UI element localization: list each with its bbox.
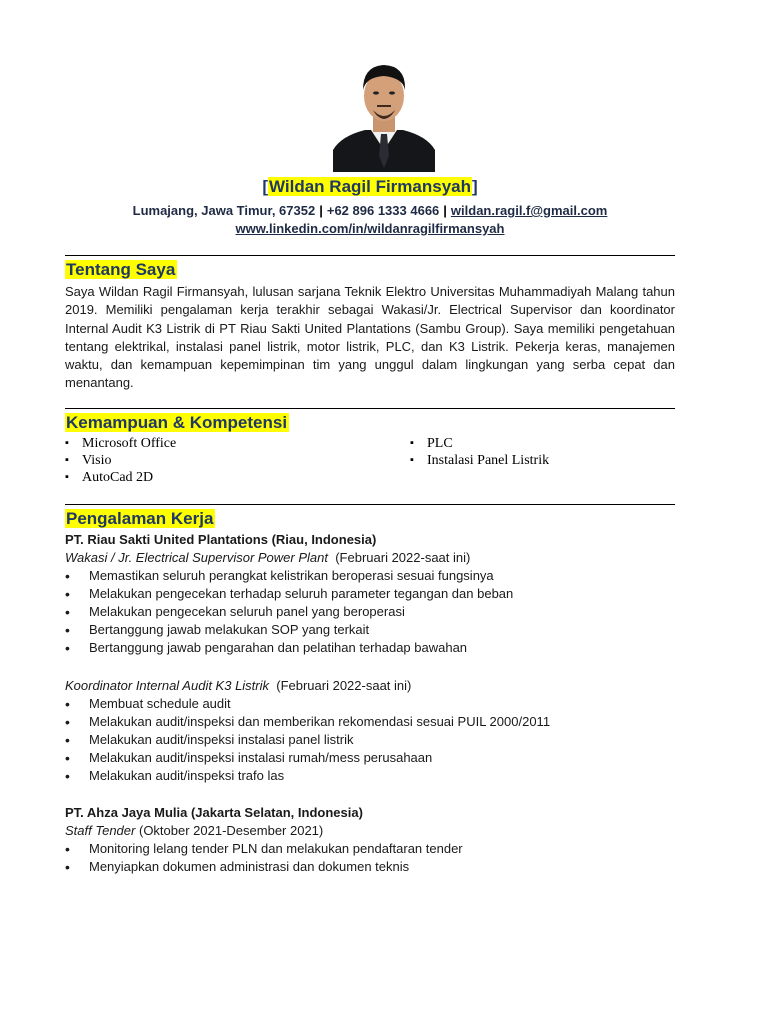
list-item: • Menyiapkan dokumen administrasi dan dokumen teknis	[65, 858, 675, 876]
list-item: • Memastikan seluruh perangkat kelistrikan beroperasi sesuai fungsinya	[65, 567, 675, 585]
section-title-experience: Pengalaman Kerja	[66, 509, 214, 528]
list-item: ▪ Visio	[65, 452, 176, 469]
contact-line-1	[65, 202, 675, 220]
section-title-about: Tentang Saya	[66, 260, 176, 279]
skills-right	[410, 435, 549, 469]
list-item: • Membuat schedule audit	[65, 695, 675, 713]
location: Lumajang, Jawa Timur, 67352	[132, 203, 316, 218]
phone: +62 896 1333 4666	[326, 203, 440, 218]
bracket-open: [	[262, 177, 268, 196]
role-title: Staff Tender (Oktober 2021-Desember 2021)	[65, 823, 324, 838]
duty-list	[65, 840, 675, 876]
list-item: • Melakukan audit/inspeksi instalasi panel listrik	[65, 731, 675, 749]
skills-left	[65, 435, 176, 486]
list-item: • Monitoring lelang tender PLN dan melakukan pendaftaran tender	[65, 840, 675, 858]
linkedin-link[interactable]: www.linkedin.com/in/wildanragilfirmansyah	[235, 221, 505, 236]
section-title-skills: Kemampuan & Kompetensi	[66, 413, 288, 432]
list-item: • Bertanggung jawab pengarahan dan pelatihan terhadap bawahan	[65, 639, 675, 657]
role-title: Koordinator Internal Audit K3 Listrik (Februari 2022-saat ini)	[65, 678, 412, 693]
contact-line-2	[65, 220, 675, 238]
about-text: Saya Wildan Ragil Firmansyah, lulusan sarjana Teknik Elektro Universitas Muhammadiyah Malang tahun 2019. Memiliki pengalaman kerja terakhir sebagai Wakasi/Jr. Electrical Supervisor dan koordinator Internal Audit K3 Listrik di PT Riau Sakti United Plantations (Sambu Group). Saya memiliki pengetahuan tentang elektrikal, instalasi panel listrik, motor listrik, PLC, dan K3 Listrik. Pekerja keras, manajemen waktu, dan kemampuan kepemimpinan tim yang unggul dalam lingkungan yang serba cepat dan menantang.	[65, 284, 675, 391]
list-item: • Melakukan audit/inspeksi dan memberikan rekomendasi sesuai PUIL 2000/2011	[65, 713, 675, 731]
contact-info	[65, 202, 675, 238]
name-text: Wildan Ragil Firmansyah	[269, 177, 471, 196]
job-riau-sakti-role-2	[65, 677, 675, 785]
duty-list	[65, 567, 675, 657]
list-item: • Melakukan pengecekan seluruh panel yang beroperasi	[65, 603, 675, 621]
separator: |	[443, 203, 447, 218]
list-item: ▪ PLC	[410, 435, 549, 452]
job-ahza-jaya	[65, 804, 675, 876]
divider	[65, 504, 675, 505]
list-item: ▪ AutoCad 2D	[65, 469, 176, 486]
list-item: ▪ Microsoft Office	[65, 435, 176, 452]
job-riau-sakti	[65, 531, 675, 657]
company-name: PT. Ahza Jaya Mulia (Jakarta Selatan, Indonesia)	[65, 805, 363, 820]
candidate-name	[65, 177, 675, 197]
list-item: ▪ Instalasi Panel Listrik	[410, 452, 549, 469]
duty-list	[65, 695, 675, 785]
email-link[interactable]: wildan.ragil.f@gmail.com	[450, 203, 608, 218]
list-item: • Melakukan audit/inspeksi instalasi rumah/mess perusahaan	[65, 749, 675, 767]
role-title: Wakasi / Jr. Electrical Supervisor Power Plant (Februari 2022-saat ini)	[65, 550, 471, 565]
company-name: PT. Riau Sakti United Plantations (Riau, Indonesia)	[65, 532, 377, 547]
separator: |	[319, 203, 323, 218]
divider	[65, 408, 675, 409]
bracket-close: ]	[472, 177, 478, 196]
list-item: • Melakukan audit/inspeksi trafo las	[65, 767, 675, 785]
list-item: • Melakukan pengecekan terhadap seluruh parameter tegangan dan beban	[65, 585, 675, 603]
divider	[65, 255, 675, 256]
list-item: • Bertanggung jawab melakukan SOP yang terkait	[65, 621, 675, 639]
profile-photo	[333, 52, 435, 172]
